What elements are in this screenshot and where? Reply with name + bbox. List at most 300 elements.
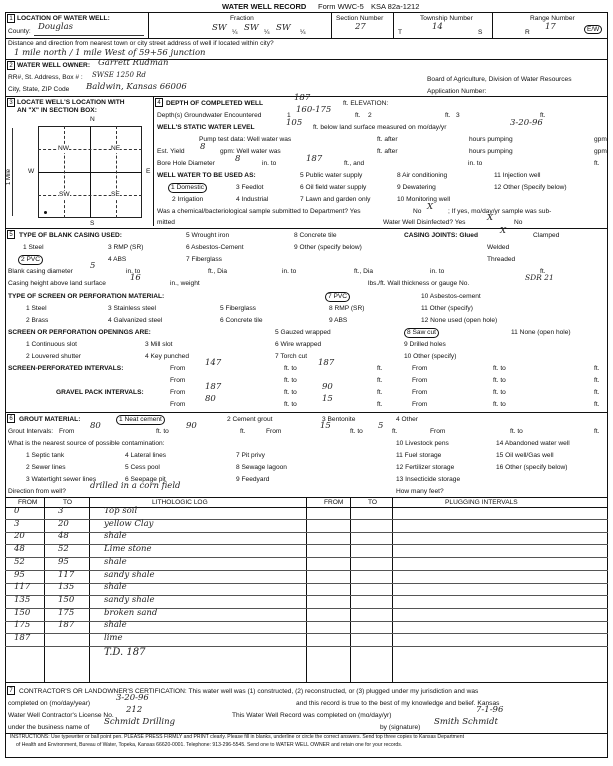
bore-in-to-2: in. to [468, 160, 483, 167]
casing-label: TYPE OF BLANK CASING USED: [19, 232, 122, 239]
grout-ft-3: ft. [594, 428, 600, 435]
log-row-from: 135 [14, 594, 31, 605]
township-value: 14 [432, 22, 443, 32]
divider [148, 12, 149, 38]
opening-7: 7 Torch cut [275, 353, 308, 360]
diameter-ft-dia-2: ft., Dia [354, 268, 374, 275]
log-row-to: 187 [58, 620, 75, 631]
quarter-1: SW [212, 23, 227, 33]
bore-in-to: in. to [262, 160, 277, 167]
log-from-header: FROM [18, 499, 38, 506]
chem-tail: ; If yes, mo/day/yr sample was sub- [448, 208, 552, 215]
source-2: 2 Sewer lines [26, 464, 66, 471]
log-lith-header: LITHOLOGIC LOG [152, 499, 208, 506]
log-row-line [5, 595, 608, 596]
bore-value: 8 [235, 154, 241, 164]
diameter-ft: ft. [540, 268, 546, 275]
section-3-number: 3 [7, 98, 15, 107]
section-2-number: 2 [7, 61, 15, 70]
spi-from-label-2: From [412, 365, 428, 372]
casing-2: 2 PVC [18, 255, 43, 265]
county-value: Douglas [38, 22, 73, 32]
source-13: 13 Insecticide storage [396, 476, 461, 483]
opening-1: 1 Continuous slot [26, 341, 77, 348]
source-1: 1 Septic tank [26, 452, 65, 459]
completed-label: completed on (mo/day/year) [8, 700, 91, 707]
log-to-header: TO [63, 499, 73, 506]
log-row-from: 52 [14, 556, 25, 567]
spi-ft-2: ft. [594, 365, 600, 372]
depth-label: DEPTH OF COMPLETED WELL [166, 100, 264, 107]
signature-value: Smith Schmidt [434, 717, 498, 727]
grout-ft-2: ft. [392, 428, 398, 435]
gravel-ft-2: ft. [594, 389, 600, 396]
gravel-to-value-2: 15 [322, 394, 333, 404]
nw-label: NW [58, 145, 69, 152]
opening-11: 11 None (open hole) [511, 329, 571, 336]
gravel-from-label: From [170, 389, 186, 396]
log-row-line [5, 544, 608, 545]
grout-to-label-3: ft. to [510, 428, 523, 435]
log-row-from: 175 [14, 620, 31, 631]
screen-1: 1 Steel [26, 305, 47, 312]
chem-no-mark: X [427, 202, 434, 212]
log-row-desc: yellow Clay [104, 518, 154, 529]
grout-4: 4 Other [396, 416, 418, 423]
gauge-label: lbs./ft. Wall thickness or gauge No. [368, 280, 470, 287]
township-label: Township Number [420, 15, 473, 22]
divider [38, 172, 142, 173]
section-value: 27 [355, 22, 366, 32]
clamped-label: Clamped [533, 232, 560, 239]
pump-after: ft. after [377, 136, 398, 143]
section-6-number: 6 [7, 414, 15, 423]
application-number-label: Application Number: [427, 88, 487, 95]
form-title: WATER WELL RECORD [222, 2, 307, 11]
north-label: N [90, 116, 95, 123]
city-label: City, State, ZIP Code [8, 86, 70, 93]
mile-label: 1 Mile [6, 168, 12, 185]
log-row-desc: shale [104, 531, 127, 542]
business-label: under the business name of [8, 724, 90, 731]
log-row-to: 175 [58, 607, 75, 618]
grout-label: GROUT MATERIAL: [19, 416, 81, 423]
diameter-in-to: in. to [126, 268, 141, 275]
gravel-from-value: 187 [205, 382, 222, 392]
use-6: 6 Oil field water supply [300, 184, 367, 191]
sec1-title: LOCATION OF WATER WELL: [17, 15, 110, 22]
spi-ft-4: ft. [594, 377, 600, 384]
divider [393, 12, 394, 38]
township-t: T [398, 29, 403, 36]
log-row-desc: shale [104, 556, 127, 567]
screen-5: 5 Fiberglass [220, 305, 256, 312]
screen-4: 4 Galvanized steel [108, 317, 163, 324]
gravel-to-label-3: ft. to [284, 401, 297, 408]
groundwater-2-label: 2 [368, 112, 372, 119]
spi-to-label-2: ft. to [493, 365, 506, 372]
groundwater-3-label: 3 [456, 112, 460, 119]
well-location-mark [44, 211, 47, 214]
section-5-number: 5 [7, 230, 15, 239]
log-row-from: 0 [14, 506, 20, 516]
log-row-from: 187 [14, 633, 31, 643]
disinfected-no: No [514, 219, 523, 226]
use-3: 3 Feedlot [236, 184, 264, 191]
log-row-line [5, 621, 608, 622]
sw-label: SW [59, 191, 70, 198]
log-row-from: 117 [14, 582, 31, 593]
business-value: Schmidt Drilling [104, 717, 176, 727]
gravel-label: GRAVEL PACK INTERVALS: [56, 389, 144, 396]
grout-3: 3 Bentonite [322, 416, 356, 423]
source-16: 16 Other (specify below) [496, 464, 568, 471]
owner-value: Garrett Rudman [98, 58, 169, 68]
distance-label: Distance and direction from nearest town or city street address of well if located within city? [8, 40, 274, 47]
groundwater-1-label: 1 [287, 112, 291, 119]
gravel-to-label: ft. to [284, 389, 297, 396]
county-underline [34, 35, 144, 36]
grout-from-value-2: 15 [320, 421, 331, 431]
screen-2: 2 Brass [26, 317, 49, 324]
diameter-in-to-3: in. to [430, 268, 445, 275]
divider [153, 96, 154, 226]
source-4: 4 Lateral lines [125, 452, 167, 459]
log-row-to: 150 [58, 594, 75, 605]
groundwater-label: Depth(s) Groundwater Encountered [157, 112, 262, 119]
casing-5: 5 Wrought iron [186, 232, 230, 239]
use-11: 11 Injection well [494, 172, 541, 179]
gravel-ft: ft. [377, 389, 383, 396]
township-s: S [478, 29, 483, 36]
instructions-1: INSTRUCTIONS: Use typewriter or ball point pen. PLEASE PRESS FIRMLY and PRINT clearly. Please fill in blanks, underline or circle the correct answers. Send top three copies to Kansas Department [10, 734, 465, 740]
county-label: County: [8, 28, 31, 35]
divider [12, 128, 13, 216]
completed-date: 3-20-96 [116, 693, 149, 703]
spi-from-value: 147 [205, 358, 222, 368]
openings-label: SCREEN OR PERFORATION OPENINGS ARE: [8, 329, 151, 336]
bore-and: ft., and [344, 160, 365, 167]
yield-hours: hours pumping [469, 148, 513, 155]
diameter-value: 5 [90, 261, 96, 271]
log-row-desc: broken sand [104, 607, 158, 618]
grout-from-label-2: From [266, 428, 282, 435]
chem-mitted: mitted [157, 219, 175, 226]
diameter-label: Blank casing diameter [8, 268, 73, 275]
gauge-value: SDR 21 [525, 273, 554, 282]
glued-mark: X [500, 226, 507, 236]
section-1-number: 1 [7, 14, 15, 23]
groundwater-ft-2: ft. [445, 112, 451, 119]
static-value: 105 [286, 118, 303, 128]
casing-6: 6 Asbestos-Cement [186, 244, 244, 251]
total-depth: T.D. 187 [104, 647, 146, 658]
log-row-from: 20 [14, 531, 25, 542]
log-row-desc: lime [104, 633, 123, 643]
source-6: 6 Seepage pit [125, 476, 166, 483]
record-label: This Water Well Record was completed on (mo/day/yr) [232, 712, 392, 719]
chem-label: Was a chemical/bacteriological sample submitted to Department? Yes [157, 208, 361, 215]
opening-5: 5 Gauzed wrapped [275, 329, 331, 336]
chem-no: No [413, 208, 422, 215]
pump-test-label: Pump test data: Well water was [199, 136, 292, 143]
quarter-sym-3: ¼ [300, 29, 306, 36]
spi-to-value: 187 [318, 358, 335, 368]
city-value: Baldwin, Kansas 66006 [86, 82, 187, 92]
casing-8: 8 Concrete tile [294, 232, 337, 239]
welded-label: Welded [487, 244, 510, 251]
source-label: What is the nearest source of possible contamination: [8, 440, 165, 447]
disinfected-label: Water Well Disinfected? Yes [383, 219, 466, 226]
log-row-from: 3 [14, 518, 20, 529]
static-label: WELL'S STATIC WATER LEVEL [157, 124, 255, 131]
divider [492, 12, 493, 38]
screen-11: 11 Other (specify) [421, 305, 473, 312]
diameter-ft-dia: ft., Dia [208, 268, 228, 275]
direction-label: Direction from well? [8, 488, 66, 495]
yield-label: Est. Yield [157, 148, 185, 155]
gravel-ft-3: ft. [377, 401, 383, 408]
log-row-desc: shale [104, 582, 127, 593]
log-row-desc: Top soil [104, 506, 138, 516]
use-9: 9 Dewatering [397, 184, 436, 191]
grout-from-label-3: From [430, 428, 446, 435]
depth-value: 187 [294, 93, 311, 103]
east-label: E [146, 168, 151, 175]
section-7-number: 7 [7, 686, 15, 695]
section-label: Section Number [336, 15, 384, 22]
screen-12: 12 None used (open hole) [421, 317, 498, 324]
spi-to-label-3: ft. to [284, 377, 297, 384]
range-ew: E/W [584, 25, 602, 34]
height-value: 16 [130, 273, 141, 283]
source-10: 10 Livestock pens [396, 440, 449, 447]
plug-header: PLUGGING INTERVALS [445, 499, 518, 506]
gravel-to-label-4: ft. to [493, 401, 506, 408]
log-row-line [5, 646, 608, 647]
grout-to-label-2: ft. to [350, 428, 363, 435]
log-row-to: 95 [58, 556, 69, 567]
section-4-number: 4 [155, 98, 163, 107]
true-text: and this record is true to the best of my knowledge and belief. Kansas [296, 700, 500, 707]
joints-label: CASING JOINTS: Glued [404, 232, 479, 239]
divider [116, 126, 117, 218]
range-r: R [525, 29, 530, 36]
log-row-line [5, 583, 608, 584]
log-row-from: 95 [14, 569, 25, 580]
bore-label: Bore Hole Diameter [157, 160, 215, 167]
screen-7: 7 PVC [325, 292, 350, 302]
yield-gpm: gpm: Well water was [220, 148, 281, 155]
log-row-line [5, 557, 608, 558]
casing-1: 1 Steel [23, 244, 44, 251]
spi-ft-3: ft. [377, 377, 383, 384]
screen-10: 10 Asbestos-cement [421, 293, 481, 300]
divider [64, 126, 65, 218]
use-10: 10 Monitoring well [397, 196, 451, 203]
source-8: 8 Sewage lagoon [236, 464, 287, 471]
locate-title: LOCATE WELL'S LOCATION WITH [17, 99, 125, 106]
log-row-to: 117 [58, 569, 75, 580]
license-label: Water Well Contractor's License No. [8, 712, 114, 719]
divider [5, 228, 608, 229]
grout-to-label: ft. to [156, 428, 169, 435]
ne-label: NE [111, 145, 121, 152]
screen-label: TYPE OF SCREEN OR PERFORATION MATERIAL: [8, 293, 165, 300]
grout-to-value: 90 [186, 421, 197, 431]
source-11: 11 Fuel storage [396, 452, 442, 459]
log-row-desc: shale [104, 620, 127, 631]
divider [38, 149, 142, 150]
yield-after: ft. after [377, 148, 398, 155]
opening-3: 3 Mill slot [145, 341, 173, 348]
spi-label: SCREEN-PERFORATED INTERVALS: [8, 365, 124, 372]
grout-from-value: 80 [90, 421, 101, 431]
distance-value: 1 mile north / 1 mile West of 59+56 junction [14, 48, 206, 58]
quarter-2: SW [244, 23, 259, 33]
ksa-number: KSA 82a-1212 [371, 2, 420, 11]
license-value: 212 [126, 705, 143, 715]
source-9: 9 Feedyard [236, 476, 270, 483]
address-label: RR#, St. Address, Box # : [8, 74, 83, 81]
source-5: 5 Cess pool [125, 464, 160, 471]
screen-3: 3 Stainless steel [108, 305, 157, 312]
casing-4: 4 ABS [108, 256, 127, 263]
use-2: 2 Irrigation [172, 196, 204, 203]
log-row-desc: Lime stone [104, 544, 152, 555]
pump-hours: hours pumping [469, 136, 513, 143]
log-row-to: 3 [58, 506, 64, 516]
divider [5, 59, 608, 60]
grout-to-value-2: 5 [378, 421, 384, 431]
signature-label: by (signature) [380, 724, 421, 731]
spi-from-label-4: From [412, 377, 428, 384]
divider [306, 497, 307, 682]
range-label: Range Number [530, 15, 575, 22]
casing-3: 3 RMP (SR) [108, 244, 144, 251]
divider [5, 412, 608, 413]
gravel-from-label-2: From [412, 389, 428, 396]
locate-title-2: AN "X" IN SECTION BOX: [17, 107, 97, 114]
screen-8: 8 RMP (SR) [329, 305, 365, 312]
opening-10: 10 Other (specify) [404, 353, 457, 360]
log-row-to: 48 [58, 531, 69, 542]
west-label: W [28, 168, 35, 175]
grout-intervals-label: Grout Intervals: [8, 428, 54, 435]
log-row-desc: sandy shale [104, 594, 155, 605]
log-row-line [5, 608, 608, 609]
log-row-line [5, 532, 608, 533]
yield-value: 8 [200, 142, 206, 152]
log-row-line [5, 519, 608, 520]
screen-6: 6 Concrete tile [220, 317, 263, 324]
log-row-to: 135 [58, 582, 75, 593]
se-label: SE [111, 191, 120, 198]
cert-text: CONTRACTOR'S OR LANDOWNER'S CERTIFICATION: This water well was (1) constructed, (2) reconstructed, or (3) plugged under my jurisdiction and was [19, 688, 479, 695]
log-row-from: 48 [14, 544, 25, 555]
divider [89, 497, 90, 682]
threaded-label: Threaded [487, 256, 516, 263]
spi-to-label-4: ft. to [493, 377, 506, 384]
use-label: WELL WATER TO BE USED AS: [157, 172, 256, 179]
casing-9: 9 Other (specify below) [294, 244, 362, 251]
address-value: SWSE 1250 Rd [92, 71, 146, 79]
use-1: 1 Domestic [168, 183, 207, 193]
opening-4: 4 Key punched [145, 353, 189, 360]
yield-gpm-2: gpm [594, 148, 607, 155]
groundwater-ft-3: ft. [540, 112, 546, 119]
source-12: 12 Fertilizer storage [396, 464, 455, 471]
pump-gpm: gpm [594, 136, 607, 143]
plug-to-header: TO [368, 499, 378, 506]
gravel-to-value: 90 [322, 382, 333, 392]
log-row-to: 52 [58, 544, 69, 555]
grout-ft: ft. [240, 428, 246, 435]
bore-to-value: 187 [306, 154, 323, 164]
divider [350, 497, 351, 682]
opening-2: 2 Louvered shutter [26, 353, 81, 360]
gravel-to-label-2: ft. to [493, 389, 506, 396]
quarter-sym-1: ¼ [232, 29, 238, 36]
casing-7: 7 Fiberglass [186, 256, 222, 263]
static-tail: ft. below land surface measured on mo/day/yr [313, 124, 447, 131]
groundwater-ft-1: ft. [355, 112, 361, 119]
static-date: 3-20-96 [510, 118, 543, 128]
height-weight: in., weight [170, 280, 200, 287]
grout-2: 2 Cement grout [227, 416, 273, 423]
bore-ft: ft. [594, 160, 600, 167]
spi-to-label: ft. to [284, 365, 297, 372]
source-7: 7 Pit privy [236, 452, 265, 459]
form-number: Form WWC-5 [318, 2, 364, 11]
divider [331, 12, 332, 38]
gravel-ft-4: ft. [594, 401, 600, 408]
source-15: 15 Oil well/Gas well [496, 452, 554, 459]
diameter-in-to-2: in. to [282, 268, 297, 275]
log-row-line [5, 570, 608, 571]
quarter-3: SW [276, 23, 291, 33]
gravel-from-label-3: From [170, 401, 186, 408]
direction-value: drilled in a corn field [90, 481, 181, 491]
groundwater-1-value: 160-175 [296, 105, 332, 115]
log-row-desc: sandy shale [104, 569, 155, 580]
use-8: 8 Air conditioning [397, 172, 448, 179]
use-4: 4 Industrial [236, 196, 269, 203]
opening-8: 8 Saw cut [404, 328, 439, 338]
log-row-to: 20 [58, 518, 69, 529]
log-row-from: 150 [14, 607, 31, 618]
owner-label: WATER WELL OWNER: [17, 62, 91, 69]
gravel-from-label-4: From [412, 401, 428, 408]
fraction-label: Fraction [230, 15, 254, 22]
log-row-line [5, 633, 608, 634]
plug-from-header: FROM [324, 499, 344, 506]
spi-from-label: From [170, 365, 186, 372]
howmany-label: How many feet? [396, 488, 444, 495]
source-14: 14 Abandoned water well [496, 440, 570, 447]
height-label: Casing height above land surface [8, 280, 106, 287]
source-3: 3 Watertight sewer lines [26, 476, 97, 483]
opening-9: 9 Drilled holes [404, 341, 446, 348]
use-7: 7 Lawn and garden only [300, 196, 371, 203]
ft-elevation-label: ft. ELEVATION: [343, 100, 389, 107]
quarter-sym-2: ¼ [264, 29, 270, 36]
instructions-2: of Health and Environment, Bureau of Water, Topeka, Kansas 66620-0001. Telephone: 913-296-5545. Send one to WATER WELL OWNER and retain one for your records. [16, 742, 403, 748]
grout-1: 1 Neat cement [116, 415, 165, 425]
divider [392, 497, 393, 682]
board-text: Board of Agriculture, Division of Water Resources [427, 76, 572, 83]
south-label: S [90, 220, 95, 227]
